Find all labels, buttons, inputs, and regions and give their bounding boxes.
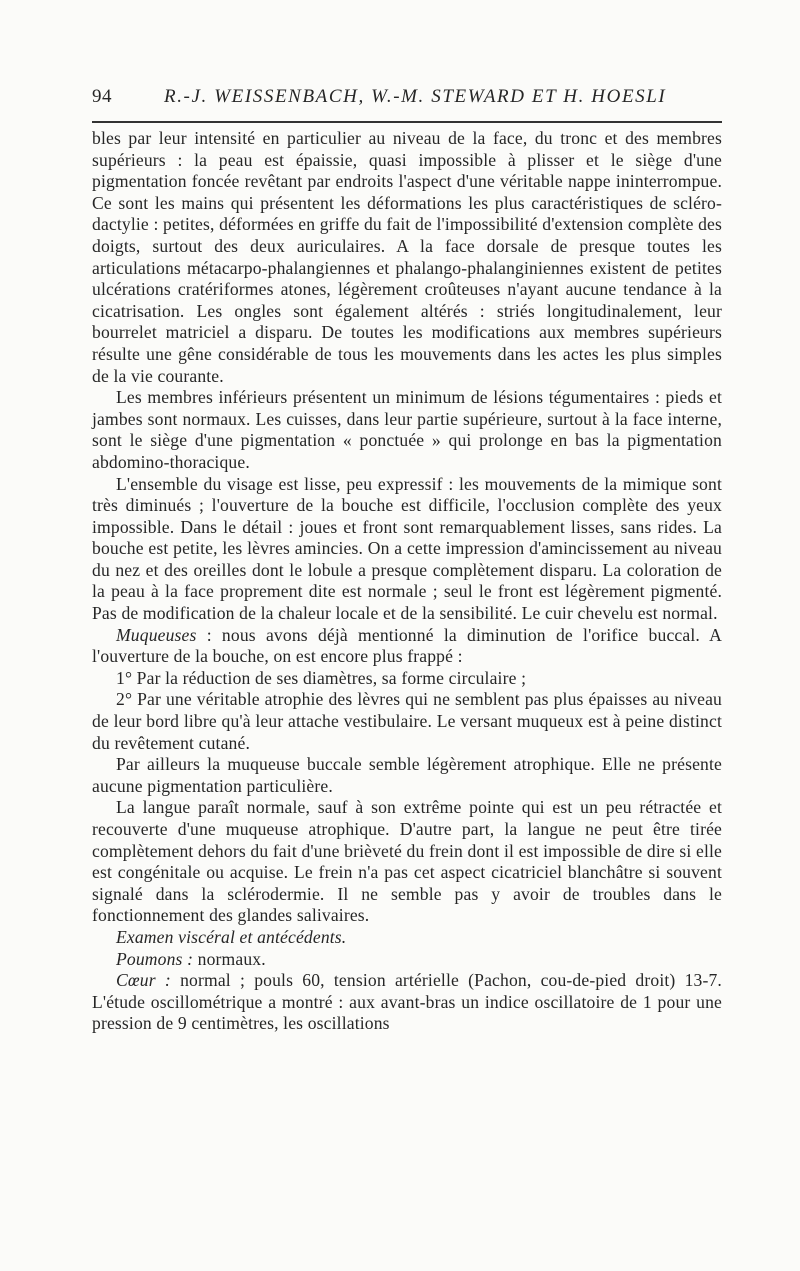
paragraph [92,689,722,754]
paragraph [92,927,722,949]
paragraph-text: Les membres inférieurs présentent un minimum de lésions tégumentaires : pieds et jambes sont normaux. Les cuisses, dans leur partie supérieure, surtout à la face interne, sont le siège d'une pigmentation « ponctuée » qui prolonge en bas la pigmentation abdomino-thoracique. [92,387,722,472]
running-title: R.-J. WEISSENBACH, W.-M. STEWARD ET H. HOESLI [164,86,667,107]
paragraph [92,474,722,625]
section-lead: Cœur : [116,970,171,991]
paragraph [92,754,722,797]
header-rule [92,121,722,123]
paragraph-text: normaux. [193,948,266,969]
page-number: 94 [92,86,112,107]
section-lead: Muqueuses [116,624,197,645]
paragraph [92,128,722,387]
paragraph-text: : nous avons déjà mentionné la diminution de l'orifice buccal. A l'ouverture de la bouche, on est encore plus frappé : [92,624,722,667]
paragraph-text: Par ailleurs la muqueuse buccale semble légèrement atrophique. Elle ne présente aucune pigmentation particulière. [92,754,722,796]
paragraph [92,625,722,668]
section-heading: Examen viscéral et antécédents. [116,926,347,947]
paragraph-text: La langue paraît normale, sauf à son extrême pointe qui est un peu rétractée et recouverte d'une muqueuse atrophique. D'autre part, la langue ne peut être tirée complètement dehors du fait d'une brièveté du frein dont il est impossible de dire si elle est congénitale ou acquise. Le frein n'a pas cet aspect cicatriciel blanchâtre si souvent signalé dans la sclérodermie. Il ne semble pas y avoir de troubles dans le fonctionnement des glandes salivaires. [92,797,722,926]
paragraph [92,797,722,927]
page-header [92,86,720,114]
paragraph-text: L'ensemble du visage est lisse, peu expressif : les mouvements de la mimique sont très diminués ; l'ouverture de la bouche est difficile, l'occlusion complète des yeux impossible. Dans le détail : joues et front sont remarquablement lisses, sans rides. La bouche est petite, les lèvres amincies. On a cette impression d'amincissement au niveau du nez et des oreilles dont le lobule a presque complètement disparu. La coloration de la peau à la face proprement dite est normale ; seul le front est légèrement pigmenté. Pas de modification de la chaleur locale et de la sensibilité. Le cuir chevelu est normal. [92,473,722,624]
paragraph-text: 1° Par la réduction de ses diamètres, sa forme circulaire ; [116,667,527,688]
section-lead: Poumons : [116,948,194,969]
paragraph [92,668,722,690]
paragraph-text: bles par leur intensité en particulier au niveau de la face, du tronc et des membres supérieurs : la peau est épaissie, quasi impossible à plisser et le siège d'une pigmentation foncée revêtant par endroits l'aspect d'une véritable nappe ininterrompue. Ce sont les mains qui présentent les déformations les plus caractéristiques de scléro-dactylie : petites, déformées en griffe du fait de l'impossibilité d'extension complète des doigts, surtout des deux auriculaires. A la face dorsale de presque toutes les articulations métacarpo-phalangiennes et phalango-phalanginiennes existent de petites ulcérations cratériformes atones, légèrement croûteuses n'ayant aucune tendance à la cicatrisation. Les ongles sont également altérés : striés longitudinalement, leur bourrelet matriciel a disparu. De toutes les modifications aux membres supérieurs résulte une gêne considérable de tous les mouvements dans les actes les plus simples de la vie courante. [92,128,722,386]
paragraph-text: 2° Par une véritable atrophie des lèvres qui ne semblent pas plus épaisses au niveau de leur bord libre qu'à leur attache vestibulaire. Le versant muqueux est à peine distinct du revêtement cutané. [92,689,722,753]
paragraph-text: normal ; pouls 60, tension artérielle (Pachon, cou-de-pied droit) 13-7. L'étude oscillométrique a montré : aux avant-bras un indice oscillatoire de 1 pour une pression de 9 centimètres, les oscillations [92,970,722,1034]
body-text [92,128,722,1035]
paragraph [92,949,722,971]
paragraph [92,387,722,473]
paragraph [92,970,722,1035]
